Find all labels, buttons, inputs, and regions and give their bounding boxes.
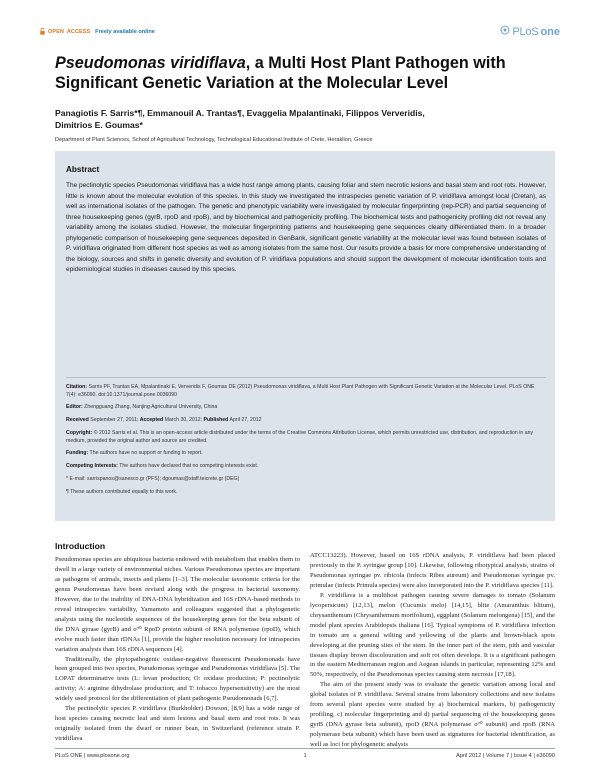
competing-label: Competing Interests: [66,463,118,469]
dates [66,416,546,424]
copyright [66,429,546,445]
logo-plos-text: PLoS [512,25,539,38]
article-title [55,54,555,93]
competing-interests [66,462,546,470]
abstract-heading: Abstract [66,165,100,174]
editor [66,403,546,411]
intro-paragraph: The pectinolytic species P. viridiflava (Burkholder) Dowson, [8,9] has a wide range of host species causing necrotic leaf and stem lesions and basal stem and root rots. It was originally isolated from the dwarf or runner bean, in Switzerland (reference strain P. viridiflava [55,705,300,743]
plos-one-logo[interactable] [500,25,560,38]
page-footer [55,753,555,765]
received-label: Received [66,417,89,423]
accepted-label: Accepted [139,417,164,423]
abstract-divider [66,377,546,378]
abstract-box [55,151,555,521]
equal-contribution-note: ¶ These authors contributed equally to this work. [66,489,178,495]
author-list [55,107,555,131]
page-number: 1 [303,753,307,759]
title-rest: , a Multi Host Plant Pathogen with Significant Genetic Variation at the Molecular Level [55,54,506,92]
editor-label: Editor: [66,404,83,410]
open-access-banner [40,28,155,35]
introduction-heading: Introduction [55,541,106,551]
logo-mark-icon [500,25,510,38]
funding-text: The authors have no support or funding to report. [89,450,203,456]
body-right-column [310,551,555,750]
copyright-label: Copyright: [66,430,93,436]
published-date: April 27, 2012 [229,417,262,423]
citation-label: Citation: [66,384,88,390]
accepted-date: March 30, 2012; [164,417,203,423]
editor-text: Zhengguang Zhang, Nanjing Agricultural University, China [84,404,218,410]
funding-label: Funding: [66,450,89,456]
open-label: OPEN [48,28,64,35]
freely-available-label: Freely available online [95,28,155,35]
title-species: Pseudomonas viridiflava [55,54,246,72]
intro-paragraph: The aim of the present study was to evaluate the genetic variation among local and global isolates of P. viridiflava. Several strains from laboratory collections and new isolates from several plant species were studied by a) biochemical markers, b) pathogenicity profiling, c) molecular fingerprinting and d) partial sequencing of the housekeeping genes gyrB (DNA gyrase beta subunit), rpoD (RNA polymerase σ⁷⁰ subunit) and rpoB (RNA polymerase beta subunit) which have been used as signatures for bacterial identification, as well as loci for phylogenetic analysis [310,681,555,749]
access-label: ACCESS [66,28,91,35]
citation-text: Sarris PF, Trantas EA, Mpalantinaki E, Ververidis F, Goumas DE (2012) Pseudomonas viridiflava, a Multi Host Plant Pathogen with Significant Genetic Variation at the Molecular Level. PLoS ONE 7(4): e36090. doi:10.1371/journal.pone.0036090 [66,384,535,398]
author-line-2: Dimitrios E. Goumas* [55,120,143,130]
corresponding-email[interactable]: * E-mail: sarrispanos@sanesco.gr (PFS); dgoumas@staff.teicrete.gr (DEG) [66,476,240,482]
body-left-column [55,530,300,744]
intro-paragraph: ATCC13223). However, based on 16S rDNA analysis, P. viridiflava had been placed previously in the P. syringae group [10]. Likewise, following ribotypical analysis, strains of Pseudomonas syringae pv. ribicola (infects Ribes aureum) and Pseudomonas syringae pv. primulae (infects Primula species) were also incorporated into the P. viridiflava species [11]. [310,552,555,589]
intro-paragraph: Pseudomonas species are ubiquitous bacteria endowed with metabolism that enables them to dwell in a large variety of environmental niches. Various Pseudomonas species are important as pathogens of animals, insects and plants [1–3]. The molecular taxonomic criteria for the genus Pseudomonas have been revised along with the progress in bacterial taxonomy. However, due to the inability of DNA-DNA hybridization and 16S rDNA-based methods to reveal intraspecies variability, Yamamoto and colleagues suggested that a phylogenetic analysis using the nucleotide sequences of the housekeeping genes for the beta subunit of the DNA gyrase (gyrB) and σ⁷⁰ RpoD protein subunit of RNA polymerase (rpoD), which evolve much faster than rDNAs [1], provide the higher resolution necessary for intraspecies variation analysis than 16S rDNA sequences [4]. [55,556,300,653]
logo-one-text: one [540,25,560,38]
funding [66,449,546,457]
intro-paragraph: P. viridiflava is a multihost pathogen causing severe damages to tomato (Solanum lycopersicum) [12,13], melon (Cucumis melo) [14,15], blite (Amaranthus blitum), chrysanthemum (Chrysanthemum morifolium), eggplant (Solanum melongena) [15], and the model plant species Arabidopsis thaliana [16]. Typical symptoms of P. viridiflava infection in tomato are a general wilting and yellowing of the plants and brown-black spots developing at the pruning sites of the stem. In the inner part of the stem, pith and vascular tissues display brown discolouration and soft rot often develops. It is a significant pathogen in the eastern Mediterranean region and Aegean islands in particular, representing 12% and 50%, respectively, of the Pseudomonas species causing stem necrosis [17,18]. [310,591,555,679]
abstract-text: The pectinolytic species Pseudomonas viridiflava has a wide host range among plants, causing foliar and stem necrotic lesions and basal stem and root rots. However, little is known about the molecular evolution of this species. In this study we investigated the intraspecies genetic variation of P. viridiflava amongst local (Cretan), as well as international isolates of the pathogen. The genetic and phenotypic variability were investigated by molecular fingerprinting (rep-PCR) and partial sequencing of three housekeeping genes (gyrB, rpoD and rpoB), and by biochemical and pathogenicity profiling. The biochemical tests and pathogenicity profiling did not reveal any variability among the isolates studied. However, the molecular fingerprinting patterns and housekeeping gene sequences clearly differentiated them. In a broader phylogenetic comparison of housekeeping gene sequences deposited in GenBank, significant genetic variability at the molecular level was found between isolates of P. viridiflava originated from different host species as well as among isolates from the same host. Our results provide a basis for more comprehensive understanding of the biology, sources and shifts in genetic diversity and evolution of P. viridiflava populations and should support the development of molecular identification tools and epidemiological studies in diseases caused by this species. [66,182,546,273]
citation [66,383,546,399]
copyright-text: © 2012 Sarris et al. This is an open-access article distributed under the terms of the Creative Commons Attribution License, which permits unrestricted use, distribution, and reproduction in any medium, provided the original author and source are credited. [66,430,534,444]
received-date: September 27, 2011; [90,417,139,423]
footer-rule [55,748,555,749]
journal-header [40,27,560,41]
affiliation: Department of Plant Sciences, School of Agricultural Technology, Technological Educational Institute of Crete, Heraklion, Greece [55,137,373,143]
author-line-1: Panagiotis F. Sarris*¶, Emmanouil A. Trantas¶, Evaggelia Mpalantinaki, Filippos Ververidis, [55,108,425,118]
competing-text: The authors have declared that no competing interests exist. [119,463,259,469]
open-lock-icon [40,28,45,35]
intro-paragraph: Traditionally, the phytopathogenic oxidase-negative fluorescent Pseudomonads have been grouped into two species, Pseudomonas syringae and Pseudomonas viridiflava [5]. The LOPAT determinative tests (L: levan production; O: oxidase production; P: pectinolytic activity; A: arginine dihydrolase production; and T: tobacco hypersensitivity) are the most widely used protocol for the differentiation of plant pathogenic Pseudomonads [6,7]. [55,655,300,703]
footer-journal-site[interactable]: PLoS ONE | www.plosone.org [55,753,130,759]
footer-issue-info: April 2012 | Volume 7 | Issue 4 | e36090 [456,753,555,759]
published-label: Published [203,417,229,423]
